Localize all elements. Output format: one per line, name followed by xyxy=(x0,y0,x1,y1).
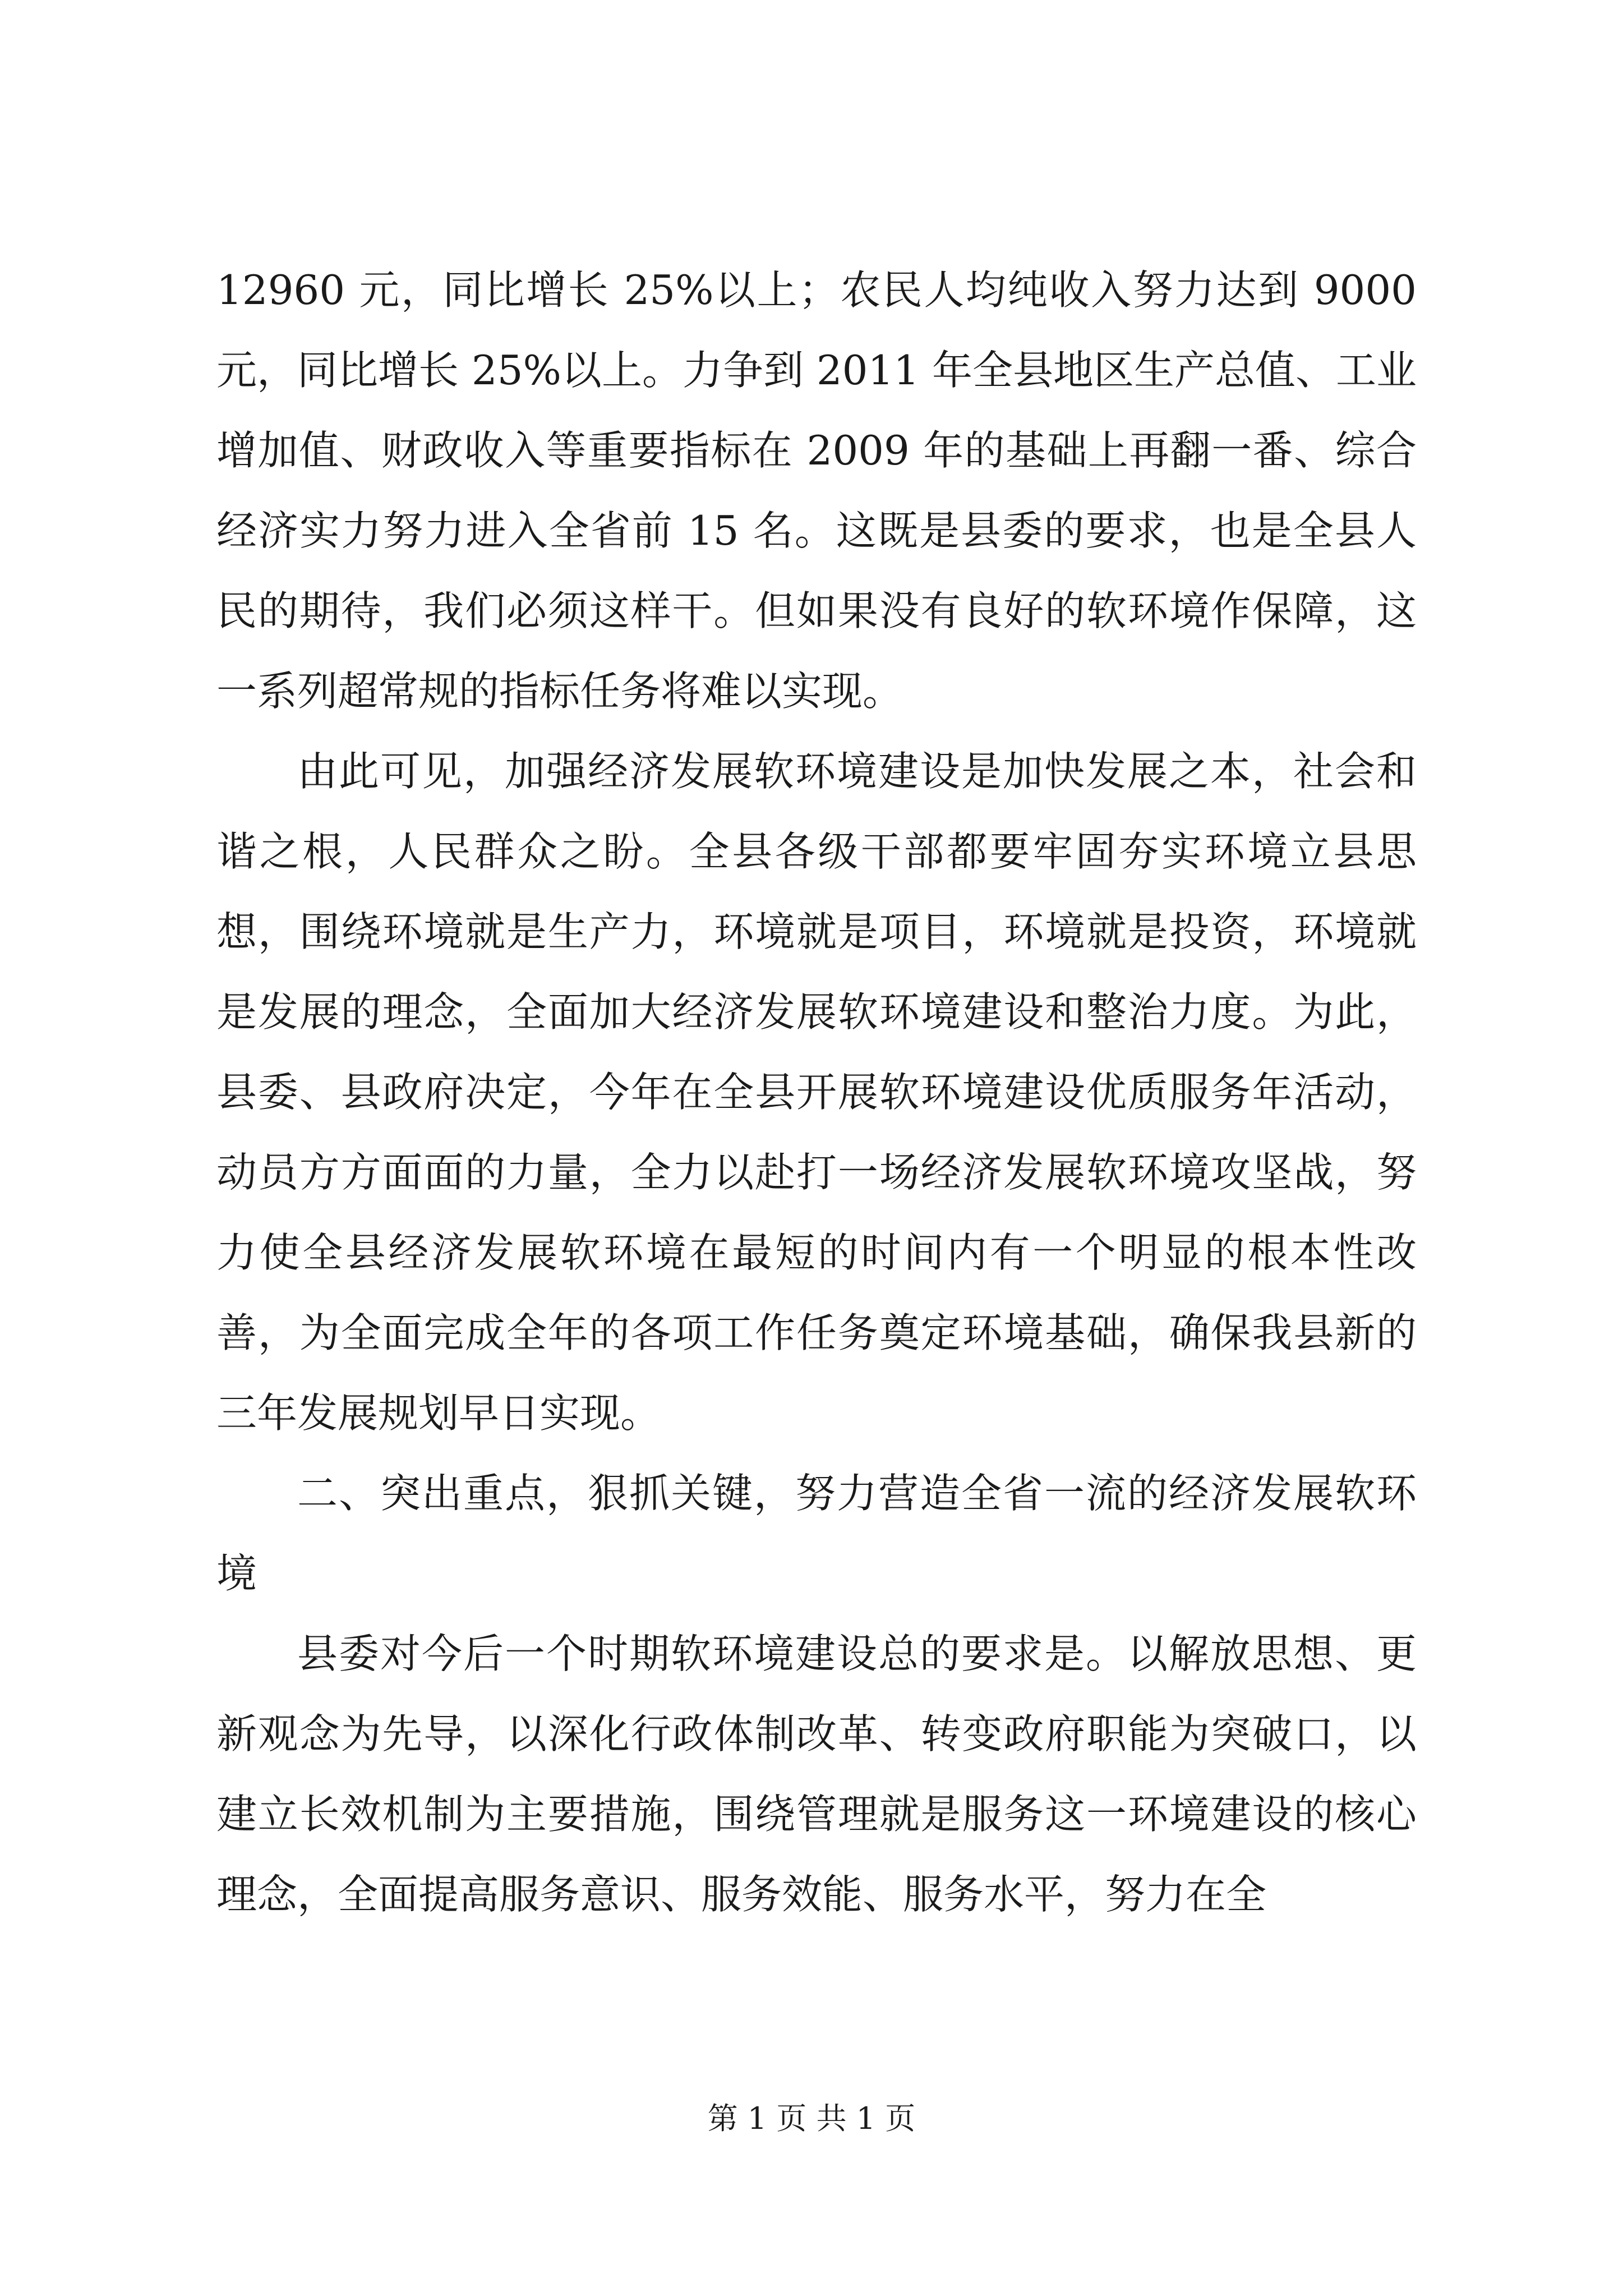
section-heading: 二、突出重点，狠抓关键，努力营造全省一流的经济发展软环境 xyxy=(216,1470,1417,1597)
paragraph-2: 由此可见，加强经济发展软环境建设是加快发展之本，社会和谐之根，人民群众之盼。全县各级干部都要牢固夯实环境立县思想，围绕环境就是生产力，环境就是项目，环境就是投资，环境就是发展的理念，全面加大经济发展软环境建设和整治力度。为此，县委、县政府决定，今年在全县开展软环境建设优质服务年活动，动员方方面面的力量，全力以赴打一场经济发展软环境攻坚战，努力使全县经济发展软环境在最短的时间内有一个明显的根本性改善，为全面完成全年的各项工作任务奠定环境基础，确保我县新的三年发展规划早日实现。 xyxy=(216,748,1417,1437)
page-footer: 第 1 页 共 1 页 xyxy=(707,2101,916,2136)
paragraph-1: 12960 元，同比增长 25%以上；农民人均纯收入努力达到 9000 元，同比增长 25%以上。力争到 2011 年全县地区生产总值、工业增加值、财政收入等重要指标在 2009 年的基础上再翻一番、综合经济实力努力进入全省前 15 名。这既是县委的要求，也是全县人民的期待，我们必须这样干。但如果没有良好的软环境作保障，这一系列超常规的指标任务将难以实现。 xyxy=(216,266,1417,715)
document-body xyxy=(216,250,1417,1935)
paragraph-3: 县委对今后一个时期软环境建设总的要求是。以解放思想、更新观念为先导，以深化行政体制改革、转变政府职能为突破口，以建立长效机制为主要措施，围绕管理就是服务这一环境建设的核心理念，全面提高服务意识、服务效能、服务水平，努力在全 xyxy=(216,1630,1417,1918)
